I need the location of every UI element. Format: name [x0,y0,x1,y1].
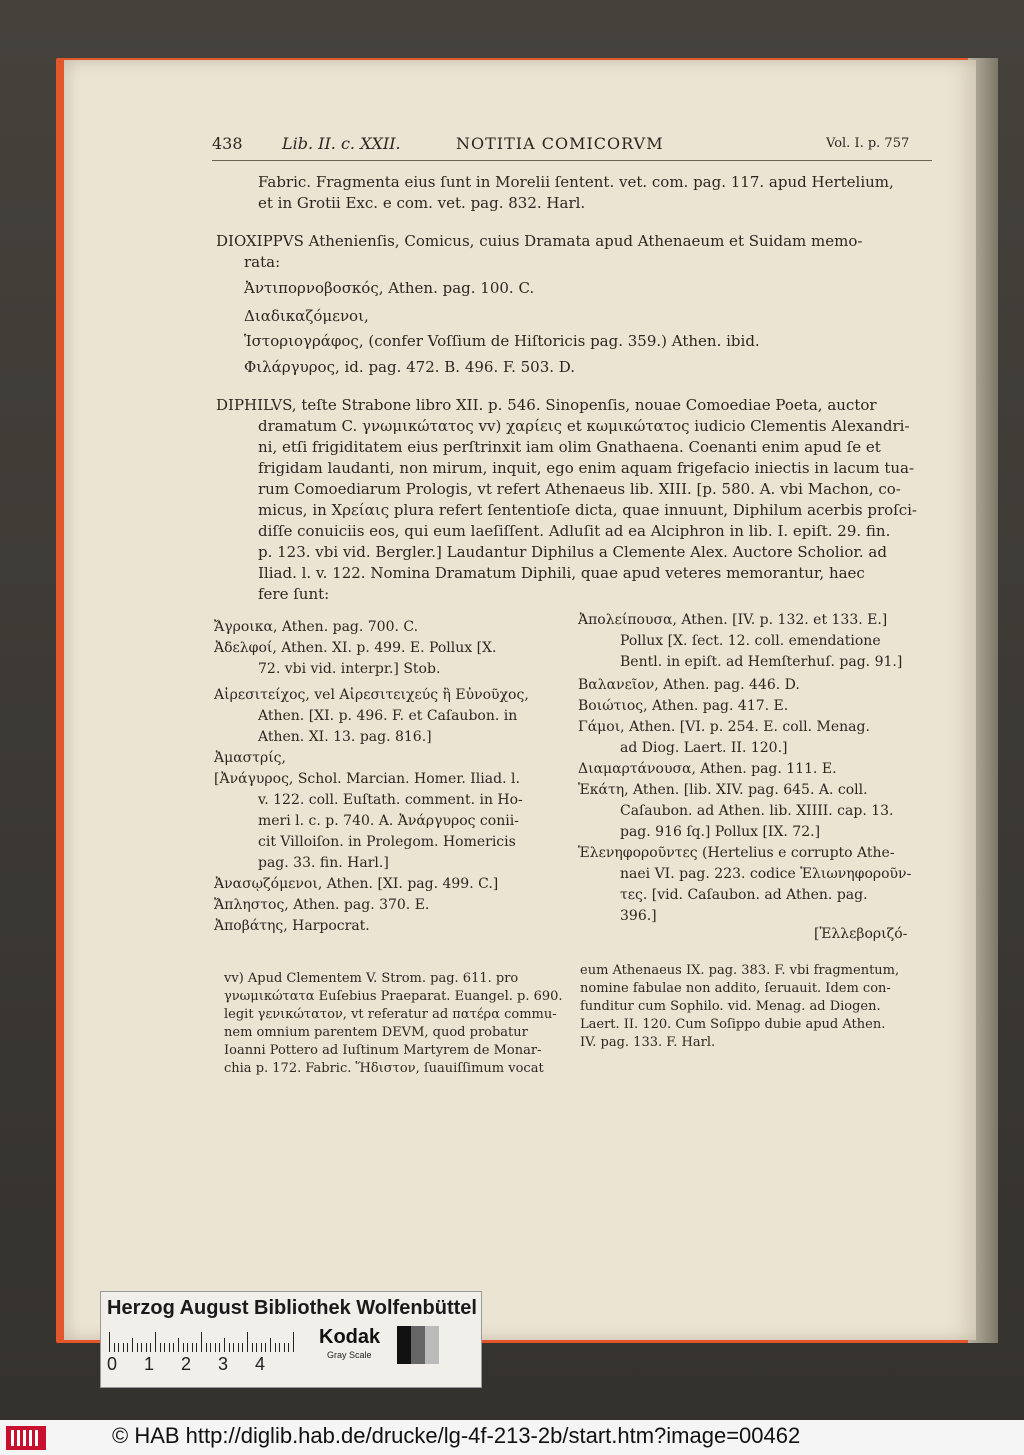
ruler-tick [183,1343,184,1352]
text-line: Iliad. l. v. 122. Nomina Dramatum Diphili, quae apud veteres memorantur, haec [258,564,865,582]
ruler-tick [238,1343,239,1352]
ruler-tick [123,1343,124,1352]
ruler-tick [132,1338,133,1352]
ruler-tick [196,1343,197,1352]
list-item: Αἰρεσιτείχος, vel Αἰρεσιτειχεύς ἢ Εὐνοῦχος, [214,687,529,703]
ruler-tick [288,1343,289,1352]
ruler-tick [178,1338,179,1352]
list-item: Διαμαρτάνουσα, Athen. pag. 111. E. [578,761,837,777]
ruler-tick [109,1332,110,1352]
text-line: Φιλάργυρος, id. pag. 472. B. 496. F. 503. D. [244,358,576,376]
ruler-tick [233,1343,234,1352]
ruler-tick [247,1332,248,1352]
gray-patch [397,1326,411,1364]
ruler-tick [224,1338,225,1352]
ruler-tick [118,1343,119,1352]
ruler-tick [146,1343,147,1352]
text-line: DIOXIPPVS Athenienſis, Comicus, cuius Dramata apud Athenaeum et Suidam memo- [216,232,863,250]
volume-note: Vol. I. p. 757 [826,136,910,151]
hab-logo-icon [6,1426,46,1450]
list-item: naei VI. pag. 223. codice Ἑλιωνηφοροῦν- [620,866,912,882]
list-item: Pollux [X. ſect. 12. coll. emendatione [620,633,881,649]
ruler-tick [187,1343,188,1352]
ruler-tick [141,1343,142,1352]
list-item: 72. vbi vid. interpr.] Stob. [258,661,441,677]
ruler-tick [293,1332,294,1352]
page-number: 438 [212,134,243,153]
footnote-line: funditur cum Sophilo. vid. Menag. ad Diogen. [580,999,881,1014]
list-item: Athen. XI. 13. pag. 816.] [258,729,432,745]
ruler-tick [275,1343,276,1352]
footnote-line: Ioanni Pottero ad Iuſtinum Martyrem de Monar- [224,1043,542,1058]
list-item: Γάμοι, Athen. [VI. p. 254. E. coll. Menag. [578,719,870,735]
footnote-line: IV. pag. 133. F. Harl. [580,1035,716,1050]
ruler-tick [169,1343,170,1352]
ruler-number: 3 [218,1354,229,1374]
text-line: ni, etſi frigiditatem eius perſtrinxit iam olim Gnathaena. Coenanti enim apud ſe et [258,438,881,456]
head-rule [212,160,932,161]
kodak-logo: Kodak [319,1326,381,1348]
ruler-tick [114,1343,115,1352]
text-line: p. 123. vbi vid. Bergler.] Laudantur Diphilus a Clemente Alex. Auctore Scholior. ad [258,543,887,561]
running-title: NOTITIA COMICORVM [456,134,664,153]
ruler-tick [252,1343,253,1352]
text-line: frigidam laudanti, non mirum, inquit, ego enim aquam frigefacio iniectis in lacum tua- [258,459,915,477]
ruler-tick [279,1343,280,1352]
list-item: Bentl. in epiſt. ad Hemſterhuſ. pag. 91.] [620,654,903,670]
list-item: Caſaubon. ad Athen. lib. XIIII. cap. 13. [620,803,894,819]
text-line: Διαδικαζόμενοι, [244,307,369,325]
list-item: Ἀπολείπουσα, Athen. [IV. p. 132. et 133. E.] [578,612,888,628]
text-line: dramatum C. γνωμικώτατος vv) χαρίεις et κωμικώτατος iudicio Clementis Alexandri- [258,417,910,435]
list-item: Ἀδελφοί, Athen. XI. p. 499. E. Pollux [X. [214,640,497,656]
gray-patch [411,1326,425,1364]
list-item: Βαλανεῖον, Athen. pag. 446. D. [578,677,800,693]
ruler-tick [215,1343,216,1352]
list-item: 396.] [620,908,657,924]
ruler-tick [270,1338,271,1352]
footnote-line: eum Athenaeus IX. pag. 383. F. vbi fragmentum, [580,963,900,978]
running-head-left: Lib. II. c. XXII. [282,134,401,153]
ruler-tick [192,1343,193,1352]
ruler-tick [173,1343,174,1352]
text-line: rum Comoediarum Prologis, vt refert Athenaeus lib. XIII. [p. 580. A. vbi Machon, co- [258,480,901,498]
footnote-line: Laert. II. 120. Cum Soſippo dubie apud Athen. [580,1017,886,1032]
gray-scale-label: Gray Scale [327,1350,372,1360]
ruler-number: 0 [107,1354,118,1374]
catchword: [Ἐλλεβοριζό- [814,926,908,942]
list-item: pag. 916 ſq.] Pollux [IX. 72.] [620,824,821,840]
footnote-line: nem omnium parentem DEVM, quod probatur [224,1025,528,1040]
ruler-tick [127,1343,128,1352]
list-item: Ἀνασῳζόμενοι, Athen. [XI. pag. 499. C.] [214,876,499,892]
text-line: Fabric. Fragmenta eius ſunt in Morelii ſentent. vet. com. pag. 117. apud Hertelium, [258,173,894,191]
ruler-numbers [107,1354,292,1375]
list-item: Ἄγροικα, Athen. pag. 700. C. [214,619,419,635]
list-item: Ἀμαστρίς, [214,750,286,766]
list-item: meri l. c. p. 740. A. Ἀνάργυρος conii- [258,813,519,829]
ruler-number: 4 [255,1354,266,1374]
ruler-number: 1 [144,1354,155,1374]
ruler-tick [256,1343,257,1352]
list-item: Ἑλενηφοροῦντες (Hertelius e corrupto Athe- [578,845,895,861]
ruler-tick [242,1343,243,1352]
text-line: Ἱστοριογράφος, (confer Voſſium de Hiſtoricis pag. 359.) Athen. ibid. [244,332,760,350]
ruler-tick [164,1343,165,1352]
list-item: ad Diog. Laert. II. 120.] [620,740,788,756]
footnote-line: nomine fabulae non addito, ſeruauit. Idem con- [580,981,891,996]
list-item: τες. [vid. Caſaubon. ad Athen. pag. [620,887,868,903]
ruler [109,1330,309,1352]
list-item: Ἑκάτη, Athen. [lib. XIV. pag. 645. A. coll. [578,782,868,798]
list-item: cit Villoiſon. in Prolegom. Homericis [258,834,516,850]
ruler-tick [284,1343,285,1352]
footnote-line: vv) Apud Clementem V. Strom. pag. 611. pro [224,971,519,986]
footnote-line: legit γενικώτατον, vt referatur ad πατέρα commu- [224,1007,557,1022]
text-line: rata: [244,253,281,271]
list-item: [Ἀνάγυρος, Schol. Marcian. Homer. Iliad. l. [214,771,520,787]
list-item: pag. 33. fin. Harl.] [258,855,389,871]
ruler-tick [210,1343,211,1352]
ruler-number: 2 [181,1354,192,1374]
ruler-tick [160,1343,161,1352]
library-name: Herzog August Bibliothek Wolfenbüttel [107,1297,477,1319]
gray-scale-card [100,1291,482,1388]
gray-patch [425,1326,439,1364]
text-line: et in Grotii Exc. e com. vet. pag. 832. Harl. [258,194,586,212]
text-line: diſſe conuiciis eos, qui eum laeſiſſent. Adluſit ad ea Alciphron in lib. I. epiſt. 29. fin. [258,522,891,540]
footnote-line: γνωμικώτατα Euſebius Praeparat. Euangel. p. 690. [224,989,563,1004]
list-item: Βοιώτιος, Athen. pag. 417. E. [578,698,789,714]
ruler-tick [206,1343,207,1352]
text-line: micus, in Χρείαις plura refert ſententioſe dicta, quae innuunt, Diphilum acerbis proſci- [258,501,917,519]
ruler-tick [201,1332,202,1352]
footnote-line: chia p. 172. Fabric. Ἥδιστον, ſuauiſſimum vocat [224,1061,544,1076]
ruler-tick [150,1343,151,1352]
ruler-tick [261,1343,262,1352]
ruler-tick [219,1343,220,1352]
text-line: Ἀντιπορνοβοσκός, Athen. pag. 100. C. [244,279,535,297]
text-line: fere ſunt: [258,585,330,603]
footer-credit: © HAB http://diglib.hab.de/drucke/lg-4f-213-2b/start.htm?image=00462 [112,1423,801,1448]
ruler-tick [229,1343,230,1352]
ruler-tick [265,1343,266,1352]
ruler-tick [137,1343,138,1352]
list-item: Athen. [XI. p. 496. F. et Caſaubon. in [258,708,518,724]
text-line: DIPHILVS, teſte Strabone libro XII. p. 546. Sinopenſis, nouae Comoediae Poeta, auctor [216,396,877,414]
list-item: Ἄπληστος, Athen. pag. 370. E. [214,897,430,913]
ruler-tick [155,1332,156,1352]
list-item: v. 122. coll. Euſtath. comment. in Ho- [258,792,523,808]
list-item: Ἀποβάτης, Harpocrat. [214,918,370,934]
